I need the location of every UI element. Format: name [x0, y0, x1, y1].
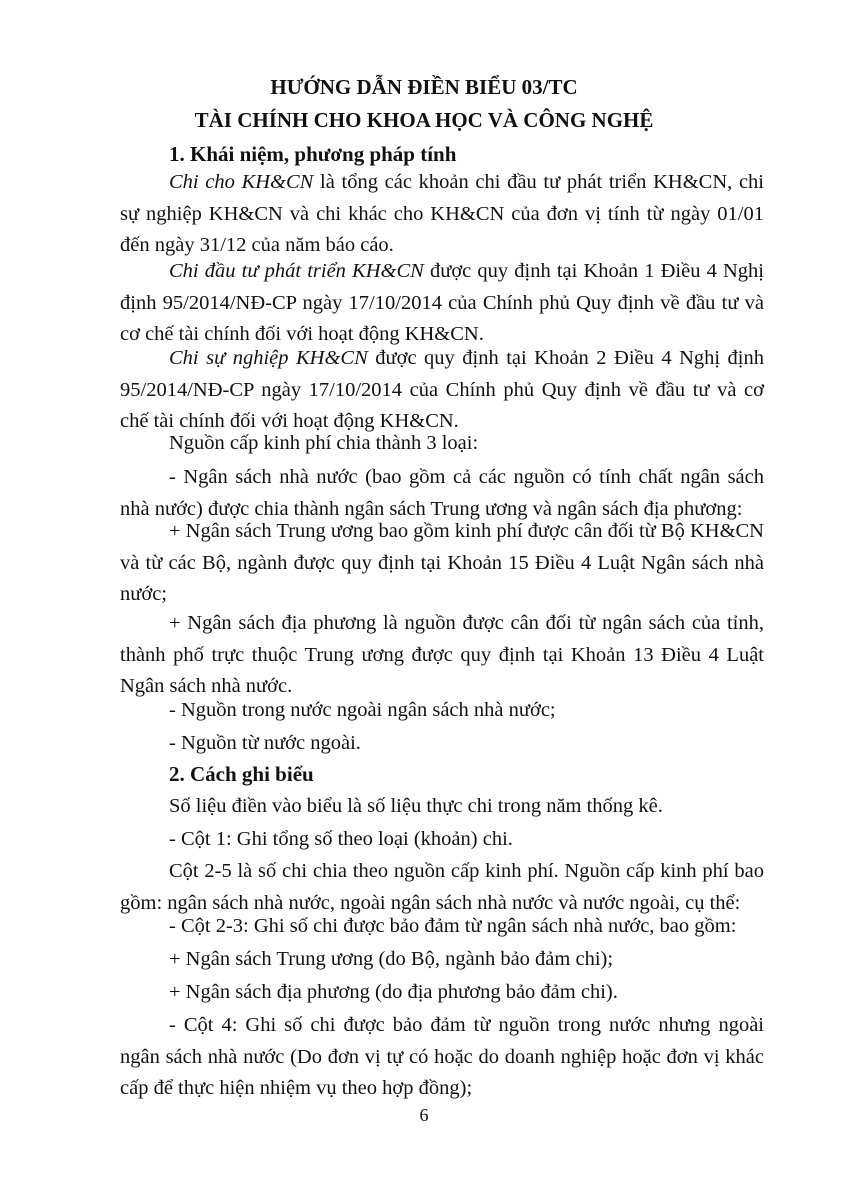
- document-title-line-1: HƯỚNG DẪN ĐIỀN BIỂU 03/TC: [270, 75, 578, 99]
- paragraph-text: được quy định tại Khoản 2 Điều 4 Nghị định 95/2014/NĐ-CP ngày 17/10/2014 của Chính phủ Quy định về đầu tư và cơ chế tài chính đối với hoạt động KH&CN.: [120, 347, 764, 432]
- section-2-paragraph-3: Cột 2-5 là số chi chia theo nguồn cấp kinh phí. Nguồn cấp kinh phí bao gồm: ngân sách nhà nước, ngoài ngân sách nhà nước và nước ngoài, cụ thể:: [120, 860, 764, 914]
- section-1-paragraph-1: [120, 167, 764, 262]
- section-2-paragraph-5: + Ngân sách Trung ương (do Bộ, ngành bảo đảm chi);: [169, 948, 614, 970]
- term-chi-cho-khcn: Chi cho KH&CN: [169, 171, 314, 193]
- section-1-paragraph-4: Nguồn cấp kinh phí chia thành 3 loại:: [169, 432, 479, 454]
- section-2-heading: 2. Cách ghi biểu: [169, 762, 314, 786]
- section-1-paragraph-9: - Nguồn từ nước ngoài.: [169, 732, 361, 754]
- document-title-line-2: TÀI CHÍNH CHO KHOA HỌC VÀ CÔNG NGHỆ: [194, 108, 654, 132]
- section-1-paragraph-6: + Ngân sách Trung ương bao gồm kinh phí được cân đối từ Bộ KH&CN và từ các Bộ, ngành được quy định tại Khoản 15 Điều 4 Luật Ngân sách nhà nước;: [120, 520, 764, 605]
- section-1-paragraph-2: [120, 256, 764, 351]
- term-chi-dau-tu-phat-trien: Chi đầu tư phát triển KH&CN: [169, 260, 424, 282]
- section-1-paragraph-8: - Nguồn trong nước ngoài ngân sách nhà nước;: [169, 699, 556, 721]
- section-2-paragraph-4: - Cột 2-3: Ghi số chi được bảo đảm từ ngân sách nhà nước, bao gồm:: [169, 915, 737, 937]
- term-chi-su-nghiep: Chi sự nghiệp KH&CN: [169, 347, 368, 369]
- paragraph-text: là tổng các khoản chi đầu tư phát triển KH&CN, chi sự nghiệp KH&CN và chi khác cho KH&CN của đơn vị tính từ ngày 01/01 đến ngày 31/12 của năm báo cáo.: [120, 171, 764, 256]
- section-1-paragraph-3: [120, 343, 764, 438]
- page-number: 6: [419, 1105, 429, 1125]
- section-2-paragraph-1: Số liệu điền vào biểu là số liệu thực chi trong năm thống kê.: [169, 795, 663, 817]
- paragraph-text: được quy định tại Khoản 1 Điều 4 Nghị định 95/2014/NĐ-CP ngày 17/10/2014 của Chính phủ Quy định về đầu tư và cơ chế tài chính đối với hoạt động KH&CN.: [120, 260, 764, 345]
- section-2-paragraph-7: - Cột 4: Ghi số chi được bảo đảm từ nguồn trong nước nhưng ngoài ngân sách nhà nước (Do đơn vị tự có hoặc do doanh nghiệp hoặc đơn vị khác cấp để thực hiện nhiệm vụ theo hợp đồng);: [120, 1014, 764, 1099]
- section-2-paragraph-2: - Cột 1: Ghi tổng số theo loại (khoản) chi.: [169, 828, 513, 850]
- section-1-paragraph-5: - Ngân sách nhà nước (bao gồm cả các nguồn có tính chất ngân sách nhà nước) được chia thành ngân sách Trung ương và ngân sách địa phương:: [120, 466, 764, 520]
- section-2-paragraph-6: + Ngân sách địa phương (do địa phương bảo đảm chi).: [169, 981, 618, 1003]
- section-1-heading: 1. Khái niệm, phương pháp tính: [169, 142, 457, 166]
- section-1-paragraph-7: + Ngân sách địa phương là nguồn được cân đối từ ngân sách của tỉnh, thành phố trực thuộc Trung ương được quy định tại Khoản 13 Điều 4 Luật Ngân sách nhà nước.: [120, 612, 764, 697]
